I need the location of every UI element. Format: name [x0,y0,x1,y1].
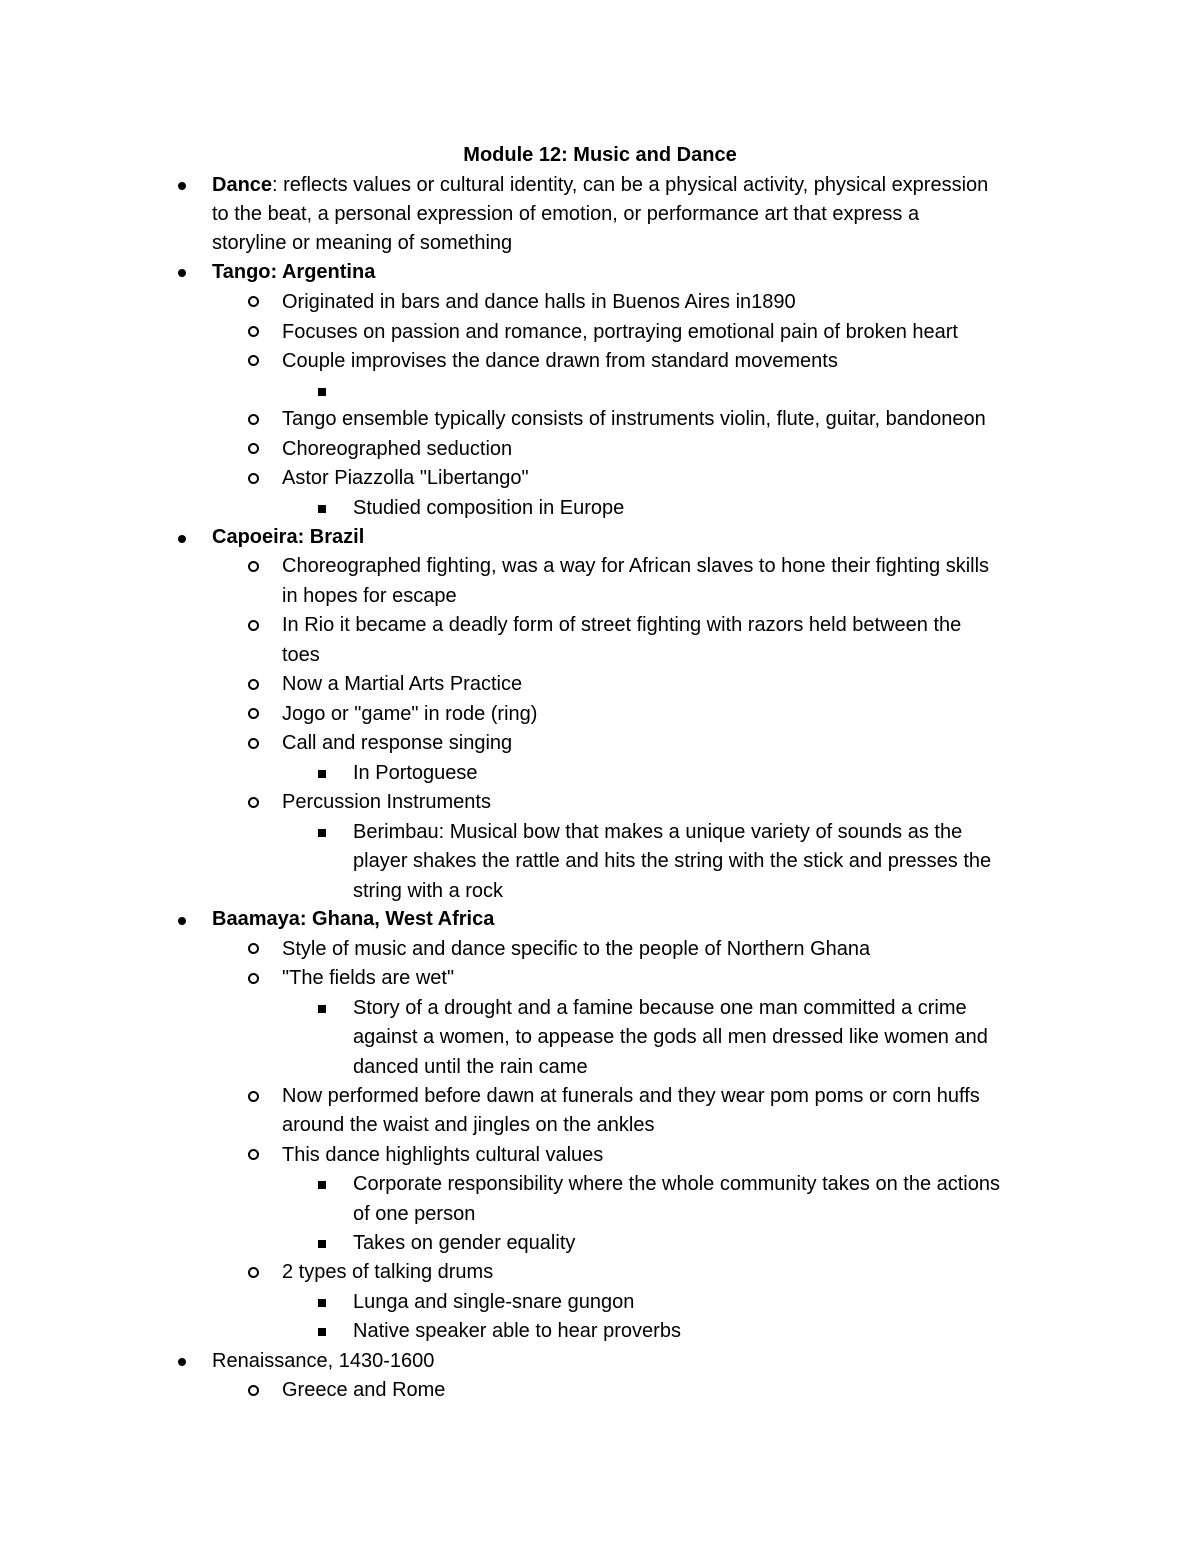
list-item: Lunga and single-snare gungon [353,1291,635,1313]
list-item-continued: around the waist and jingles on the ankles [282,1114,655,1136]
list-item: Greece and Rome [282,1379,446,1401]
list-item: Jogo or "game" in rode (ring) [282,703,538,725]
list-item: Tango ensemble typically consists of instruments violin, flute, guitar, bandoneon [282,408,986,430]
circle-bullet-icon [248,414,259,425]
list-item: Takes on gender equality [353,1232,576,1254]
list-item-continued: string with a rock [353,880,504,902]
list-item: Couple improvises the dance drawn from standard movements [282,350,838,372]
circle-bullet-icon [248,326,259,337]
list-item: Originated in bars and dance halls in Buenos Aires in1890 [282,291,796,313]
list-item-continued: in hopes for escape [282,585,457,607]
list-item: In Portoguese [353,762,478,784]
circle-bullet-icon [248,443,259,454]
tango-heading: Tango: Argentina [212,261,376,283]
baamaya-heading: Baamaya: Ghana, West Africa [212,908,495,930]
circle-bullet-icon [248,679,259,690]
list-item-continued: player shakes the rattle and hits the string with the stick and presses the [353,850,992,872]
list-item: Now a Martial Arts Practice [282,673,523,695]
list-item: In Rio it became a deadly form of street fighting with razors held between the [282,614,962,636]
capoeira-heading: Capoeira: Brazil [212,526,365,548]
list-item: "The fields are wet" [282,967,455,989]
bullet-icon [178,1358,186,1366]
circle-bullet-icon [248,296,259,307]
list-item: Studied composition in Europe [353,497,625,519]
circle-bullet-icon [248,943,259,954]
list-item-continued: toes [282,644,320,666]
renaissance-heading: Renaissance, 1430-1600 [212,1350,435,1372]
bullet-icon [178,269,186,277]
square-bullet-icon [318,829,326,837]
circle-bullet-icon [248,1267,259,1278]
list-item: Choreographed seduction [282,438,513,460]
list-item: Astor Piazzolla "Libertango" [282,467,529,489]
list-item: Corporate responsibility where the whole community takes on the actions [353,1173,1000,1195]
bullet-icon [178,535,186,543]
list-item: Native speaker able to hear proverbs [353,1320,681,1342]
circle-bullet-icon [248,620,259,631]
circle-bullet-icon [248,738,259,749]
dance-line-3: storyline or meaning of something [212,232,513,254]
list-item: Now performed before dawn at funerals and they wear pom poms or corn huffs [282,1085,980,1107]
square-bullet-icon [318,1299,326,1307]
circle-bullet-icon [248,973,259,984]
dance-line-2: to the beat, a personal expression of emotion, or performance art that express a [212,203,920,225]
list-item-continued: danced until the rain came [353,1056,588,1078]
circle-bullet-icon [248,1385,259,1396]
dance-term: Dance [212,174,273,196]
list-item: This dance highlights cultural values [282,1144,604,1166]
square-bullet-icon [318,1328,326,1336]
circle-bullet-icon [248,708,259,719]
square-bullet-icon [318,1181,326,1189]
list-item-continued: against a women, to appease the gods all men dressed like women and [353,1026,988,1048]
list-item: 2 types of talking drums [282,1261,494,1283]
list-item: Focuses on passion and romance, portraying emotional pain of broken heart [282,321,958,343]
dance-line-1 [212,171,988,201]
list-item: Style of music and dance specific to the people of Northern Ghana [282,938,871,960]
list-item: Choreographed fighting, was a way for African slaves to hone their fighting skills [282,555,990,577]
circle-bullet-icon [248,797,259,808]
dance-definition: : reflects values or cultural identity, can be a physical activity, physical expression [272,174,989,196]
page-title: Module 12: Music and Dance [463,144,737,166]
square-bullet-icon [318,1005,326,1013]
square-bullet-icon [318,1240,326,1248]
list-item: Call and response singing [282,732,513,754]
circle-bullet-icon [248,355,259,366]
circle-bullet-icon [248,561,259,572]
bullet-icon [178,182,186,190]
square-bullet-icon [318,505,326,513]
circle-bullet-icon [248,1091,259,1102]
list-item: Berimbau: Musical bow that makes a unique variety of sounds as the [353,821,963,843]
square-bullet-icon [318,770,326,778]
circle-bullet-icon [248,473,259,484]
list-item-continued: of one person [353,1203,476,1225]
bullet-icon [178,917,186,925]
list-item: Story of a drought and a famine because one man committed a crime [353,997,967,1019]
square-bullet-icon [318,388,326,396]
list-item: Percussion Instruments [282,791,491,813]
circle-bullet-icon [248,1149,259,1160]
